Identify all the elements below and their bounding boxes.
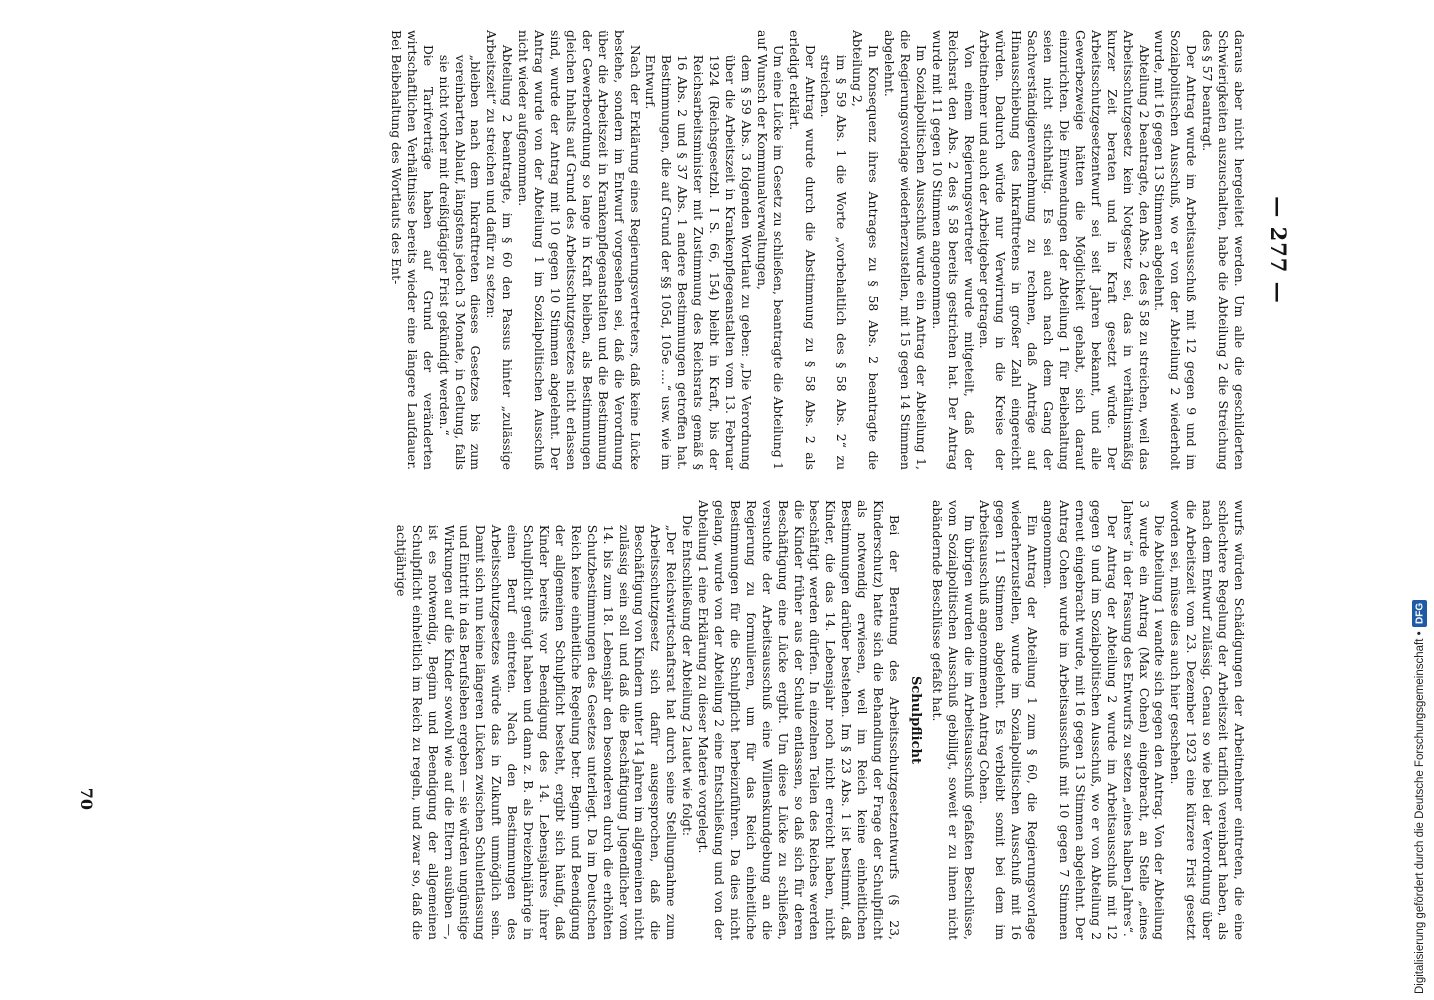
paragraph: Der Antrag der Abteilung 2 wurde im Arbeitsausschuß mit 12 gegen 9 und im Sozialpolitischen Ausschuß, wo er von Abteilung 2 erneut eingebracht wurde, mit 16 gegen 13 Stimmen abgelehnt. Der Antrag Cohen wurde im Arbeitsausschuß mit 10 gegen 7 Stimmen angenommen. [1041, 500, 1120, 940]
dfg-logo: DFG [1413, 600, 1428, 627]
paragraph: Ein Antrag der Abteilung 1 zum § 60, die Regierungsvorlage wiederherzustellen, wurde im Sozialpolitischen Ausschuß mit 16 gegen 11 Stimmen abgelehnt. Es verbleibt somit bei dem im Arbeitsausschuß angenommenen Antrag Cohen. [977, 500, 1041, 940]
paragraph: wurfs würden Schädigungen der Arbeitnehmer eintreten, die eine schlechtere Regelung der Arbeitszeit tariflich vereinbart haben, als nach dem Entwurf zulässig. Genau so wie bei der Verordnung über die Arbeitszeit vom 23. Dezember 1923 eine kürzere Frist gesetzt worden sei, müsse dies auch hier geschehen. [1168, 500, 1247, 940]
paragraph: dem § 59 Abs. 3 folgenden Wortlaut zu geben: „Die Verordnung über die Arbeitszeit in Krankenpflegeanstalten vom 13. Februar 1924 (Reichsgesetzbl. I S. 66, 154) bleibt in Kraft, bis der Reichsarbeitsminister mit Zustimmung des Reichsrats gemäß § 16 Abs. 2 und § 37 Abs. 1 andere Bestimmungen getroffen hat. Bestimmungen, die auf Grund der §§ 105d, 105e ....“ usw. wie im Entwurf. [643, 54, 754, 470]
section-heading: Schulpflicht [907, 676, 923, 764]
paragraph: Abteilung 2 beantragte, im § 60 den Passus hinter „zulässige Arbeitszeit“ zu streichen und dafür zu setzen: [484, 30, 516, 470]
paragraph: Die Entschließung der Abteilung 2 lautet wie folgt: [680, 514, 696, 837]
paragraph: Im Sozialpolitischen Ausschuß wurde ein Antrag der Abteilung 1, die Regierungsvorlage wiederherzustellen, mit 15 gegen 14 Stimmen abgelehnt. [882, 30, 929, 470]
text-column-right [132, 500, 1247, 940]
digitization-credit [1408, 6, 1432, 994]
page-number: — 277 — [1266, 196, 1291, 304]
scanned-page [0, 20, 1297, 960]
paragraph: im § 59 Abs. 1 die Worte „vorbehaltlich des § 58 Abs. 2“ zu streichen. [818, 54, 850, 470]
credit-text: Digitalisierung gefördert durch die Deutsche Forschungsgemeinschaft • [1414, 631, 1426, 994]
paragraph: In Konsequenz ihres Antrages zu § 58 Abs. 2 beantragte die Abteilung 2, [850, 30, 882, 470]
paragraph: Abteilung 2 beantragte, den Abs. 2 des § 58 zu streichen, weil das Arbeitsschutzgesetz kein Notgesetz sei, das in verhältnismäßig kurzer Zeit beraten und in Kraft gesetzt würde. Der Arbeitsschutzgesetzentwurf sei seit Jahren bekannt, und alle Gewerbezweige hätten die Möglichkeit gehabt, sich darauf einzurichten. Die Einwendungen der Abteilung 1 für Beibehaltung seien nicht stichhaltig. Es sei auch nach dem Gang der Sachverständigenvernehmung zu rechnen, daß Anträge auf Hinausschiebung des Inkrafttretens in großer Zahl eingereicht würden. Dadurch würde nur Verwirrung in die Kreise der Arbeitnehmer und auch der Arbeitgeber getragen. [977, 30, 1152, 470]
paragraph: „bleiben nach dem Inkrafttreten dieses Gesetzes bis zum vereinbarten Ablauf, längstens jedoch 3 Monate, in Geltung, falls sie nicht vorher mit dreißigtägiger Frist gekündigt werden.“ [436, 54, 484, 470]
paragraph: Im übrigen wurden die im Arbeitsausschuß gefaßten Beschlüsse, vom Sozialpolitischen Ausschuß gebilligt, soweit er zu ihnen nicht abändernde Beschlüsse gefaßt hat. [929, 500, 977, 940]
paragraph: Nach der Erklärung eines Regierungsvertreters, daß keine Lücke bestehe, sondern im Entwurf vorgesehen sei, daß die Verordnung über die Arbeitszeit in Krankenpflegeanstalten und die Bestimmung der Gewerbeordnung so lange in Kraft bleiben, als Bestimmungen gleichen Inhalts auf Grund des Arbeitsschutzgesetzes nicht erlassen sind, wurde der Antrag mit 10 gegen 10 Stimmen abgelehnt. Der Antrag wurde von der Abteilung 1 im Sozialpolitischen Ausschuß nicht wieder aufgenommen. [516, 30, 643, 470]
signature-mark: 70 [77, 787, 96, 810]
paragraph: Von einem Regierungsvertreter wurde mitgeteilt, daß der Reichsrat den Abs. 2 des § 58 bereits gestrichen hat. Der Antrag wurde mit 11 gegen 10 Stimmen angenommen. [929, 30, 977, 470]
paragraph: Die Abteilung 1 wandte sich gegen den Antrag. Von der Abteilung 3 wurde ein Antrag (Max Cohen) eingebracht, an Stelle „eines Jahres“ in der Fassung des Entwurfs zu setzen „eines halben Jahres“. [1120, 500, 1168, 940]
paragraph: Die Tarifverträge haben auf Grund der veränderten wirtschaftlichen Verhältnisse bereits wieder eine längere Laufdauer. Bei Beibehaltung des Wortlauts des Ent- [388, 30, 436, 470]
paragraph: Um eine Lücke im Gesetz zu schließen, beantragte die Abteilung 1 auf Wunsch der Kommunalverwaltungen, [754, 30, 786, 470]
paragraph: daraus aber nicht hergeleitet werden. Um alle die geschilderten Schwierigkeiten auszuschalten, habe die Abteilung 2 die Streichung des § 57 beantragt. [1200, 30, 1247, 470]
paragraph: Der Antrag wurde im Arbeitsausschuß mit 12 gegen 9 und im Sozialpolitischen Ausschuß, wo er von der Abteilung 2 wiederholt wurde, mit 16 gegen 13 Stimmen abgelehnt. [1152, 30, 1200, 470]
paragraph: „Der Reichswirtschaftsrat hat durch seine Stellungnahme zum Arbeitsschutzgesetz sich dafür ausgesprochen, daß die Beschäftigung von Kindern unter 14 Jahren im allgemeinen nicht zulässig sein soll und daß die Beschäftigung Jugendlicher vom 14. bis zum 18. Lebensjahr den besonderen durch die erhöhten Schutzbestimmungen des Gesetzes unterliegt. Da im Deutschen Reich keine einheitliche Regelung betr. Beginn und Beendigung der allgemeinen Schulpflicht besteht, ergibt sich häufig, daß Kinder bereits vor Beendigung des 14. Lebensjahres ihrer Schulpflicht genügt haben und dann z. B. als Dreizehnjährige in einen Beruf eintreten. Nach den Bestimmungen des Arbeitsschutzgesetzes würde das in Zukunft unmöglich sein. Damit sich nun keine längeren Lücken zwischen Schulentlassung und Eintritt in das Berufsleben ergeben — sie würden ungünstige Wirkungen auf die Kinder sowohl wie auf die Eltern ausüben —, ist es notwendig, Beginn und Beendigung der allgemeinen Schulpflicht einheitlich im Reich zu regeln, und zwar so, daß die achtjährige [393, 524, 680, 940]
paragraph: Bei der Beratung des Arbeitsschutzgesetzentwurfs (§ 23, Kinderschutz) hatte sich die Behandlung der Frage der Schulpflicht als notwendig erwiesen, weil im Reich keine einheitlichen Bestimmungen darüber bestehen. Im § 23 Abs. 1 ist bestimmt, daß Kinder, die das 14. Lebensjahr noch nicht erreicht haben, nicht beschäftigt werden dürfen. In einzelnen Teilen des Reiches werden die Kinder früher aus der Schule entlassen, so daß sich für deren Beschäftigung eine Lücke ergibt. Um diese Lücke zu schließen, versuchte der Arbeitsausschuß eine Willenskundgebung an die Regierung zu formulieren, um für das Reich einheitliche Bestimmungen für die Schulpflicht herbeizuführen. Da dies nicht gelang, wurde von der Abteilung 2 eine Entschließung und von der Abteilung 1 eine Erklärung zu dieser Materie vorgelegt. [696, 500, 902, 940]
text-column-left [132, 30, 1247, 470]
paragraph: Der Antrag wurde durch die Abstimmung zu § 58 Abs. 2 als erledigt erklärt. [786, 30, 818, 470]
